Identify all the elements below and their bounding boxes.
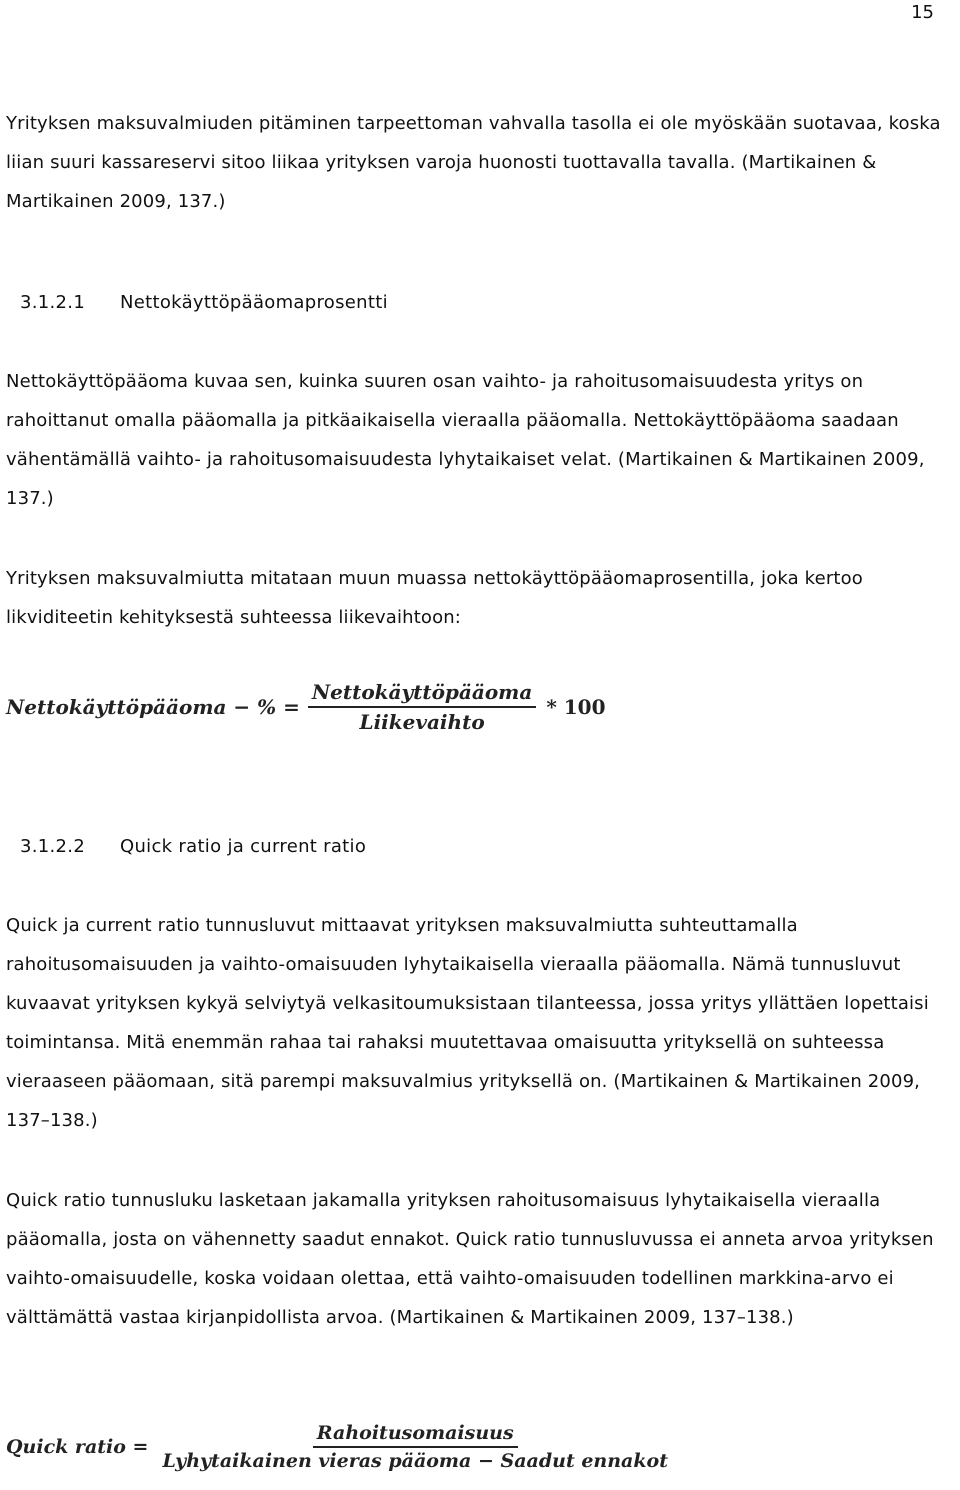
heading-number: 3.1.2.1 [20,292,86,313]
formula-numerator: Nettokäyttöpääoma [308,680,536,708]
formula-fraction [162,1422,668,1472]
formula-quick-ratio [6,1422,668,1472]
formula-lhs: Quick ratio = [6,1436,149,1458]
formula-lhs: Nettokäyttöpääoma − % = [6,695,300,719]
heading-number: 3.1.2.2 [20,836,86,857]
section-heading-3-1-2-2 [20,836,366,857]
formula-numerator: Rahoitusomaisuus [313,1422,518,1448]
paragraph-liquidity-reserve: Yrityksen maksuvalmiuden pitäminen tarpeettoman vahvalla tasolla ei ole myöskään suotavaa, koska liian suuri kassareservi sitoo liikaa yrityksen varoja huonosti tuottavalla tavalla. (Martikainen & Martikainen 2009, 137.) [6,113,941,212]
paragraph-nwc-percentage-intro: Yrityksen maksuvalmiutta mitataan muun muassa nettokäyttöpääomaprosentilla, joka kertoo likviditeetin kehityksestä suhteessa liikevaihtoon: [6,568,863,628]
formula-denominator: Lyhytaikainen vieras pääoma − Saadut ennakot [162,1450,668,1472]
paragraph-quick-current-ratio: Quick ja current ratio tunnusluvut mittaavat yrityksen maksuvalmiutta suhteuttamalla rahoitusomaisuuden ja vaihto-omaisuuden lyhytaikaisella vieraalla pääomalla. Nämä tunnusluvut kuvaavat yrityksen kykyä selviytyä velkasitoumuksistaan tilanteessa, jossa yritys yllättäen lopettaisi toimintansa. Mitä enemmän rahaa tai rahaksi muutettavaa omaisuutta yrityksellä on suhteessa vieraaseen pääomaan, sitä parempi maksuvalmius yrityksellä on. (Martikainen & Martikainen 2009, 137–138.) [6,915,929,1131]
formula-denominator: Liikevaihto [359,710,485,734]
page-number: 15 [911,2,934,23]
formula-net-working-capital-percent [6,680,615,734]
heading-title: Quick ratio ja current ratio [120,836,367,857]
paragraph-net-working-capital: Nettokäyttöpääoma kuvaa sen, kuinka suuren osan vaihto- ja rahoitusomaisuudesta yritys on rahoittanut omalla pääomalla ja pitkäaikaisella vieraalla pääomalla. Nettokäyttöpääoma saadaan vähentämällä vaihto- ja rahoitusomaisuudesta lyhytaikaiset velat. (Martikainen & Martikainen 2009, 137.) [6,371,925,509]
heading-title: Nettokäyttöpääomaprosentti [120,292,388,313]
section-heading-3-1-2-1 [20,292,388,313]
formula-fraction [308,680,536,734]
formula-multiplier: * 100 [546,695,606,719]
paragraph-quick-ratio-calculation: Quick ratio tunnusluku lasketaan jakamalla yrityksen rahoitusomaisuus lyhytaikaisella vieraalla pääomalla, josta on vähennetty saadut ennakot. Quick ratio tunnusluvussa ei anneta arvoa yrityksen vaihto-omaisuudelle, koska voidaan olettaa, että vaihto-omaisuuden todellinen markkina-arvo ei välttämättä vastaa kirjanpidollista arvoa. (Martikainen & Martikainen 2009, 137–138.) [6,1190,934,1328]
